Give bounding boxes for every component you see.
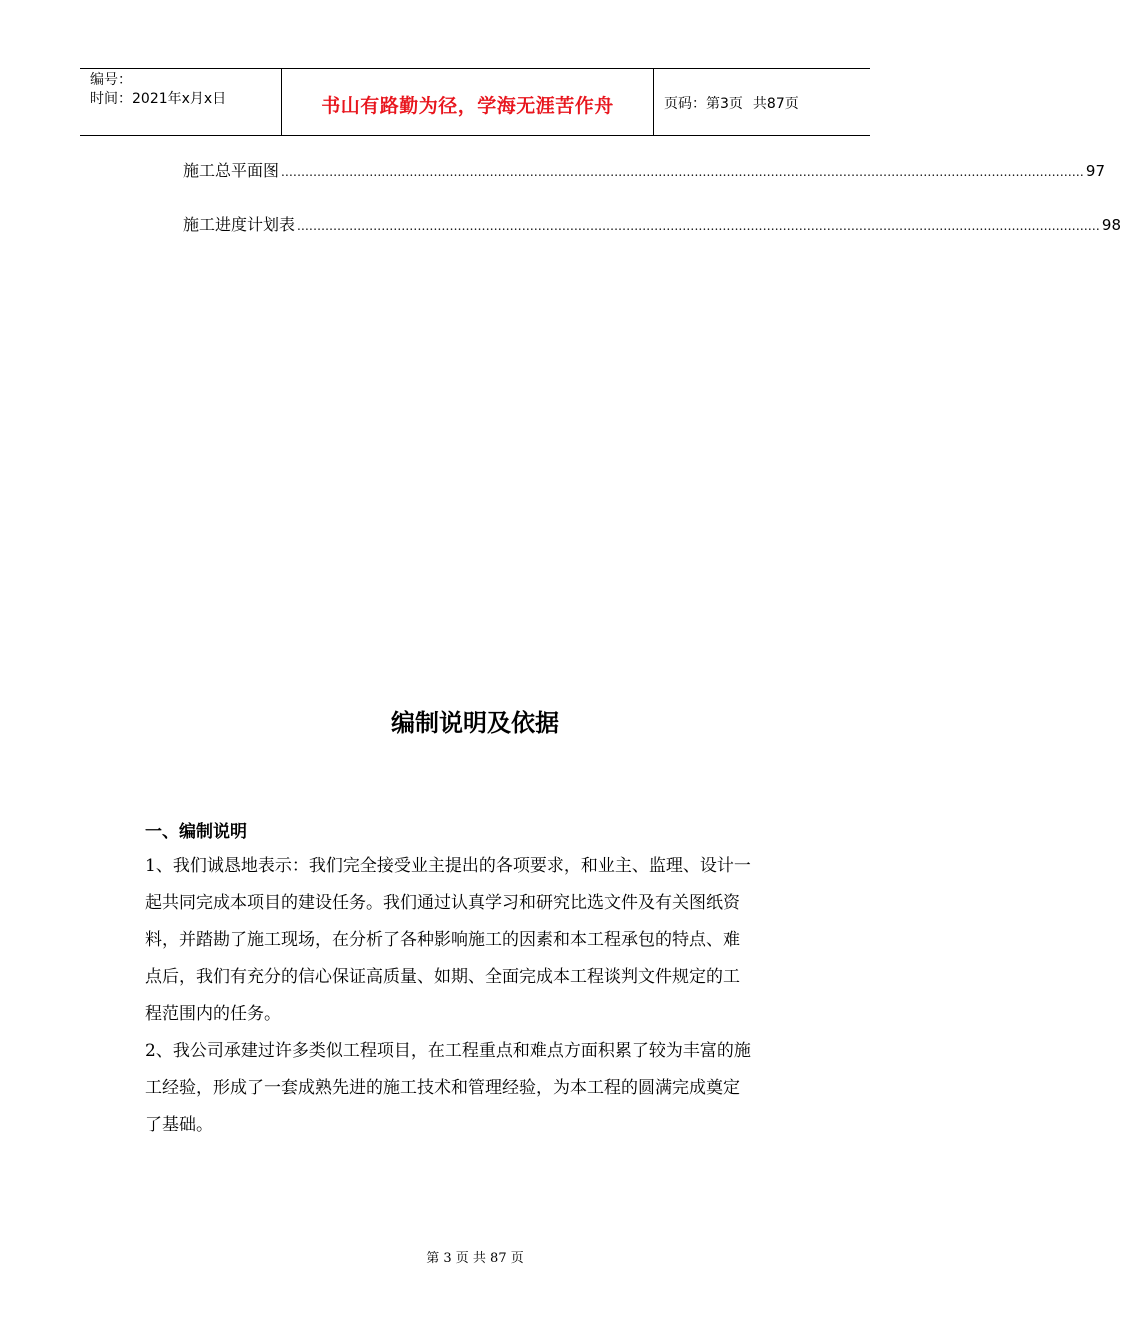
toc-leader-dots: ........................................................................................................................................................................................................	[281, 165, 1084, 179]
paragraph-line: 料，并踏勘了施工现场，在分析了各种影响施工的因素和本工程承包的特点、难	[145, 930, 740, 950]
paragraph-line: 起共同完成本项目的建设任务。我们通过认真学习和研究比选文件及有关图纸资	[145, 893, 740, 913]
page-footer: 第 3 页 共 87 页	[426, 1251, 524, 1266]
toc-entry-title: 施工总平面图	[183, 161, 280, 180]
toc-entry-title: 施工进度计划表	[183, 215, 296, 234]
toc-entry[interactable]	[183, 212, 1121, 234]
header-motto: 书山有路勤为径，学海无涯苦作舟	[321, 94, 614, 117]
paragraph-line: 了基础。	[145, 1115, 213, 1135]
number-label: 编号：	[90, 72, 132, 88]
total-pages-label: 共87页	[752, 96, 799, 112]
paragraph-line: 程范围内的任务。	[145, 1004, 281, 1024]
header-meta-cell	[80, 69, 282, 135]
toc-leader-dots: ........................................................................................................................................................................................................	[297, 219, 1100, 233]
paragraph-line: 点后，我们有充分的信心保证高质量、如期、全面完成本工程谈判文件规定的工	[145, 967, 740, 987]
paragraph-line: 1、我们诚恳地表示：我们完全接受业主提出的各项要求，和业主、监理、设计一	[145, 856, 751, 876]
paragraph-line: 2、我公司承建过许多类似工程项目，在工程重点和难点方面积累了较为丰富的施	[145, 1041, 751, 1061]
section-heading: 一、编制说明	[145, 822, 247, 842]
toc-entry-page: 97	[1085, 162, 1105, 180]
header-page-cell	[654, 69, 870, 135]
paragraph-1	[145, 848, 805, 1033]
toc-entry-page: 98	[1101, 216, 1121, 234]
page-number-label: 页码：第3页	[664, 96, 743, 112]
page-header	[80, 68, 870, 136]
paragraph-line: 工经验，形成了一套成熟先进的施工技术和管理经验，为本工程的圆满完成奠定	[145, 1078, 740, 1098]
toc-entry[interactable]	[183, 158, 1105, 180]
header-motto-cell	[282, 69, 654, 135]
paragraph-2	[145, 1033, 805, 1144]
page-title: 编制说明及依据	[391, 709, 559, 737]
time-label: 时间：2021年x月x日	[90, 91, 227, 107]
